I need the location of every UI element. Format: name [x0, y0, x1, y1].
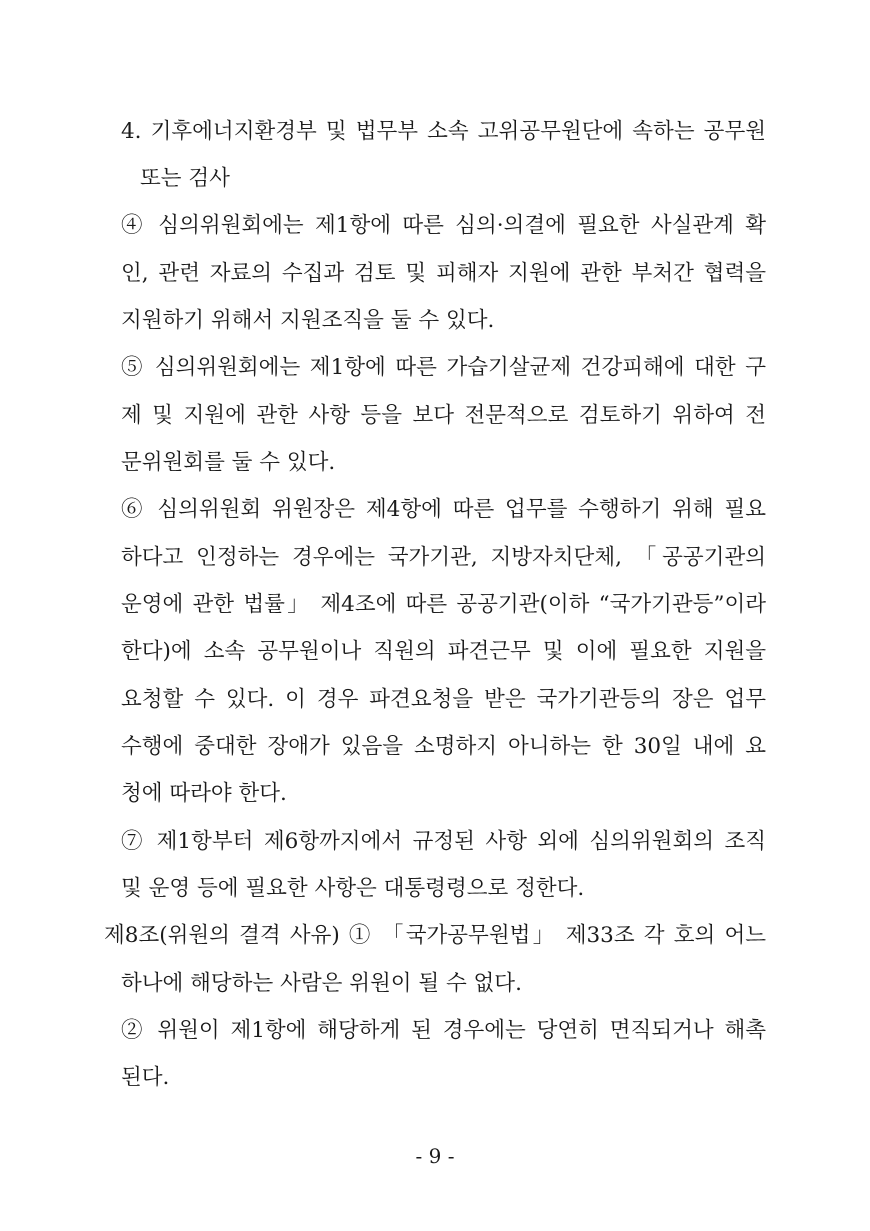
- text-line: 요청할 수 있다. 이 경우 파견요청을 받은 국가기관등의 장은 업무: [121, 687, 766, 712]
- text-line: 하다고 인정하는 경우에는 국가기관, 지방자치단체, 「공공기관의: [121, 545, 766, 570]
- text-line: ⑥ 심의위원회 위원장은 제4항에 따른 업무를 수행하기 위해 필요: [121, 497, 766, 522]
- text-line: 수행에 중대한 장애가 있음을 소명하지 아니하는 한 30일 내에 요: [121, 734, 766, 759]
- text-line: 및 운영 등에 필요한 사항은 대통령령으로 정한다.: [121, 876, 585, 901]
- text-line: ② 위원이 제1항에 해당하게 된 경우에는 당연히 면직되거나 해촉: [121, 1018, 766, 1043]
- text-line: 된다.: [121, 1065, 170, 1090]
- text-line: 청에 따라야 한다.: [121, 781, 287, 806]
- text-line: 운영에 관한 법률」 제4조에 따른 공공기관(이하 “국가기관등”이라: [121, 592, 766, 617]
- text-line: ⑦ 제1항부터 제6항까지에서 규정된 사항 외에 심의위원회의 조직: [121, 829, 766, 854]
- text-line: 제 및 지원에 관한 사항 등을 보다 전문적으로 검토하기 위하여 전: [121, 403, 766, 428]
- article-heading-line: 제8조(위원의 결격 사유) ① 「국가공무원법」 제33조 각 호의 어느: [104, 923, 766, 948]
- text-line: 인, 관련 자료의 수집과 검토 및 피해자 지원에 관한 부처간 협력을: [121, 261, 766, 286]
- text-line: 또는 검사: [140, 166, 230, 191]
- text-line: 하나에 해당하는 사람은 위원이 될 수 없다.: [121, 971, 522, 996]
- text-line: 문위원회를 둘 수 있다.: [121, 450, 336, 475]
- text-line: 4. 기후에너지환경부 및 법무부 소속 고위공무원단에 속하는 공무원: [121, 119, 766, 144]
- text-line: ⑤ 심의위원회에는 제1항에 따른 가습기살균제 건강피해에 대한 구: [121, 355, 766, 380]
- text-line: 한다)에 소속 공무원이나 직원의 파견근무 및 이에 필요한 지원을: [121, 639, 766, 664]
- page-number: - 9 -: [415, 1144, 455, 1168]
- text-line: ④ 심의위원회에는 제1항에 따른 심의·의결에 필요한 사실관계 확: [121, 213, 766, 238]
- text-line: 지원하기 위해서 지원조직을 둘 수 있다.: [121, 308, 495, 333]
